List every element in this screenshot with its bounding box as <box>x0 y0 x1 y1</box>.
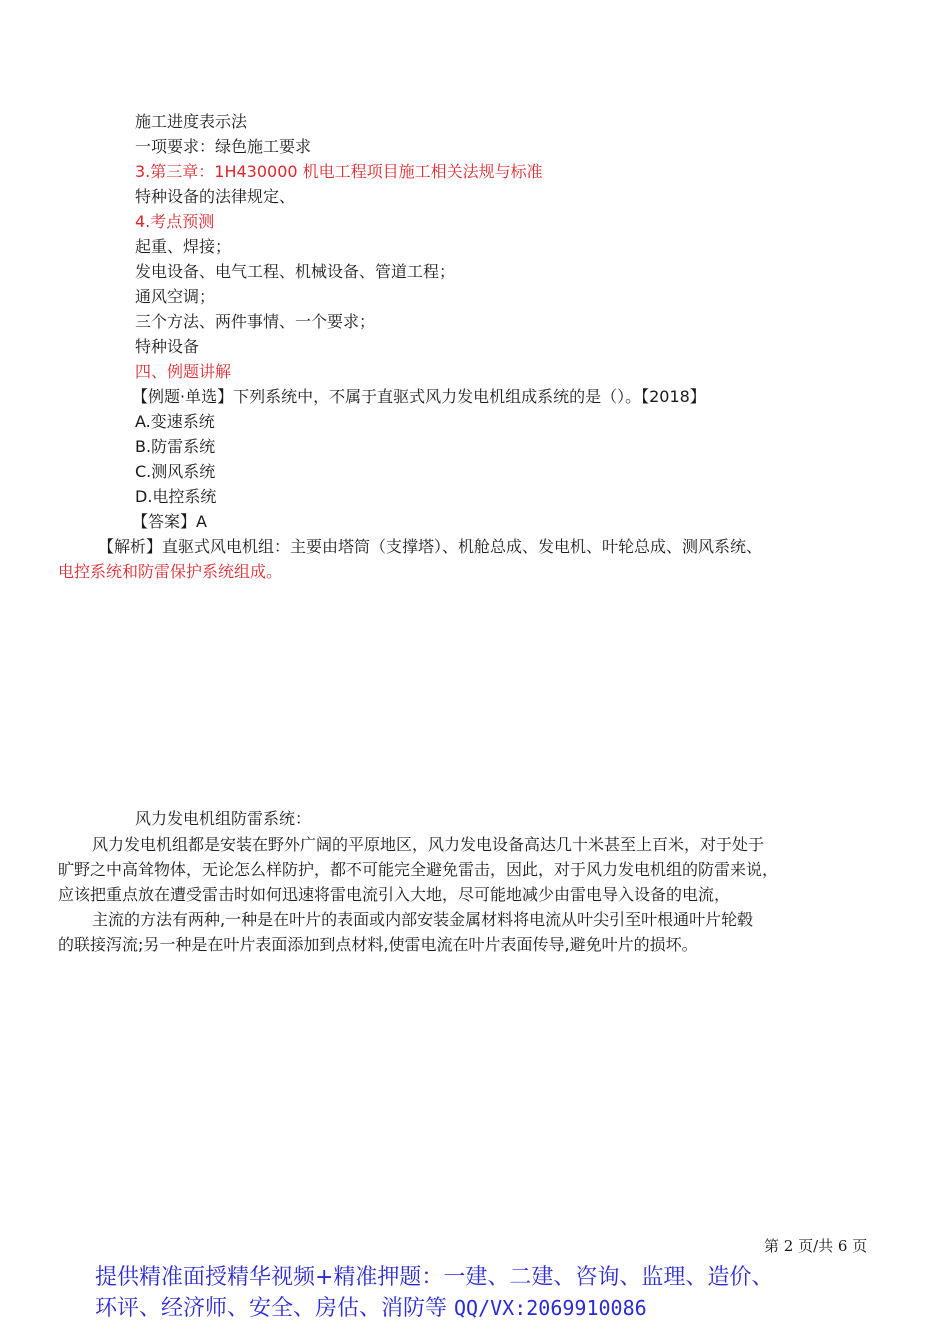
question-stem: 【例题·单选】下列系统中，不属于直驱式风力发电机组成系统的是（）。【2018】 <box>132 387 706 406</box>
paragraph-line: 应该把重点放在遭受雷击时如何迅速将雷电流引入大地，尽可能地减少由雷电导入设备的电流， <box>58 885 731 904</box>
outline-line: 通风空调； <box>135 287 216 306</box>
question-option-a: A.变速系统 <box>135 412 215 431</box>
paragraph-line: 的联接泻流;另一种是在叶片表面添加到点材料,使雷电流在叶片表面传导,避免叶片的损坏。 <box>58 935 698 954</box>
section-heading: 4.考点预测 <box>135 212 215 231</box>
question-option-b: B.防雷系统 <box>135 437 216 456</box>
question-analysis-highlight: 电控系统和防雷保护系统组成。 <box>58 562 283 581</box>
outline-line: 发电设备、电气工程、机械设备、管道工程； <box>135 262 456 281</box>
section-heading: 四、例题讲解 <box>135 362 232 381</box>
page-number: 第 2 页/共 6 页 <box>764 1237 868 1255</box>
promo-contact: QQ/VX:2069910086 <box>454 1296 647 1320</box>
question-option-d: D.电控系统 <box>135 487 217 506</box>
lightning-heading: 风力发电机组防雷系统： <box>135 809 312 828</box>
outline-line: 起重、焊接； <box>135 237 232 256</box>
outline-line: 一项要求：绿色施工要求 <box>135 137 312 156</box>
question-analysis: 【解析】直驱式风电机组：主要由塔筒（支撑塔）、机舱总成、发电机、叶轮总成、测风系统、 <box>98 537 763 556</box>
question-option-c: C.测风系统 <box>135 462 216 481</box>
outline-line: 特种设备 <box>135 337 200 356</box>
outline-line: 特种设备的法律规定、 <box>135 187 296 206</box>
outline-line: 施工进度表示法 <box>135 112 248 131</box>
paragraph-line: 旷野之中高耸物体，无论怎么样防护，都不可能完全避免雷击，因此，对于风力发电机组的防雷来说， <box>58 860 779 879</box>
question-answer: 【答案】A <box>132 512 207 531</box>
promo-line: 提供精准面授精华视频+精准押题：一建、二建、咨询、监理、造价、 <box>95 1265 774 1290</box>
paragraph-line: 风力发电机组都是安装在野外广阔的平原地区，风力发电设备高达几十米甚至上百米，对于处于 <box>92 835 765 854</box>
promo-line <box>95 1294 647 1323</box>
chapter-heading: 3.第三章：1H430000 机电工程项目施工相关法规与标准 <box>135 162 543 181</box>
paragraph-line: 主流的方法有两种,一种是在叶片的表面或内部安装金属材料将电流从叶尖引至叶根通叶片轮毂 <box>92 910 754 929</box>
promo-text: 环评、经济师、安全、房估、消防等 <box>95 1296 454 1321</box>
outline-line: 三个方法、两件事情、一个要求； <box>135 312 376 331</box>
